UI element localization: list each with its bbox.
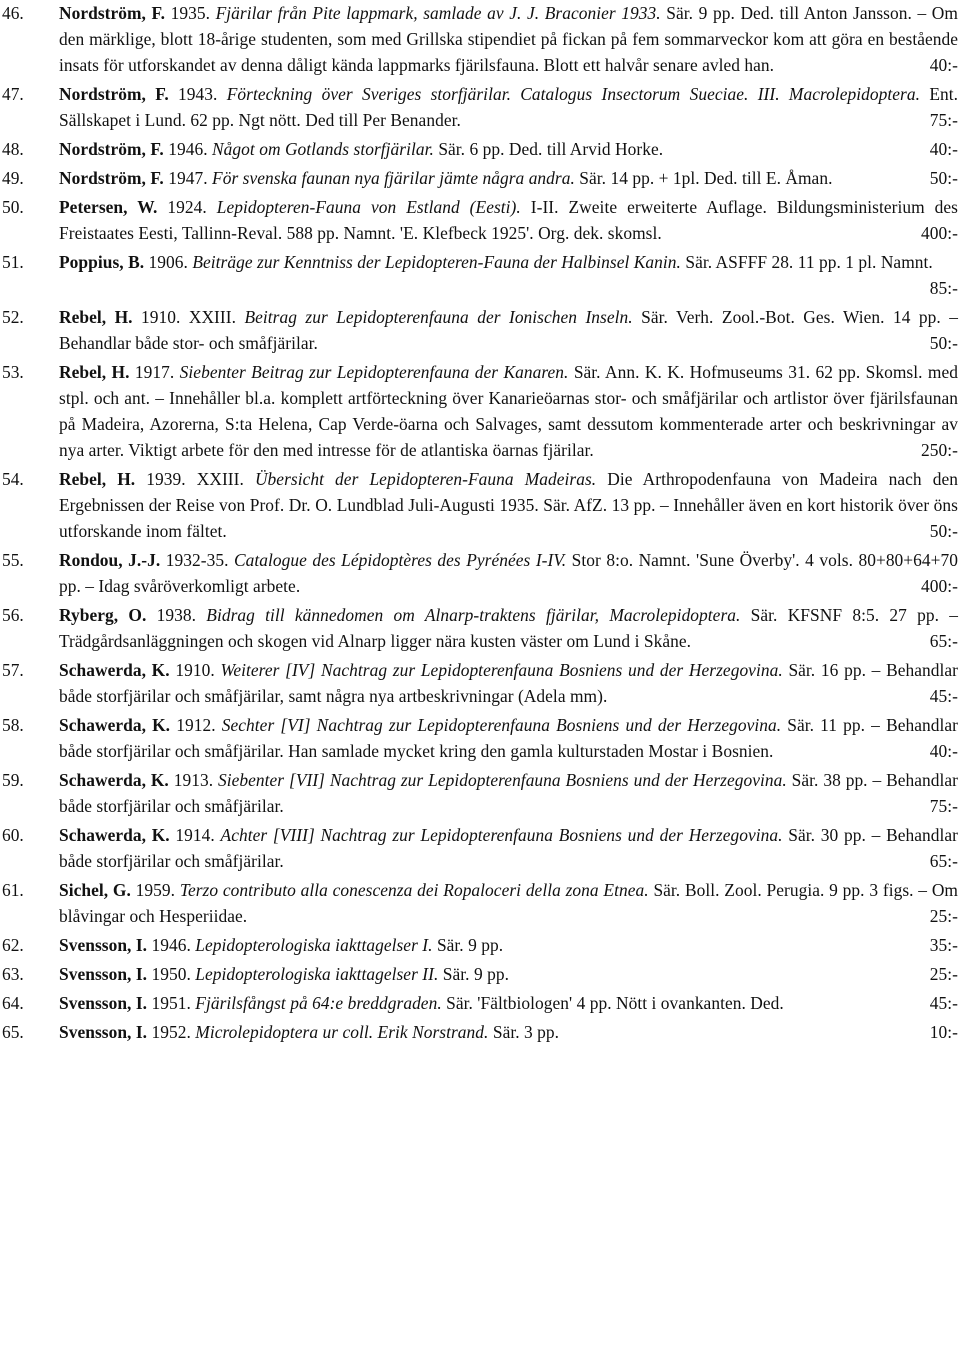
- entry-details: Die Arthropodenfauna von Madeira nach den Ergebnissen der Reise von Prof. Dr. O. Lundblad Juli-Augusti 1935. Sär. AfZ. 13 pp. – Innehåller även en kort historik över öns utforskande inom fältet.: [59, 469, 958, 541]
- entry-price: 65:-: [929, 631, 958, 651]
- entry-text: [59, 877, 958, 929]
- entry-details: Sär. 'Fältbiologen' 4 pp. Nött i ovankanten. Ded.: [446, 993, 784, 1013]
- entry-number: 64.: [2, 993, 24, 1013]
- catalogue-entry: [0, 249, 960, 301]
- entry-author: Schawerda, K.: [59, 660, 170, 680]
- entry-text: [59, 767, 958, 819]
- entry-details: Sär. 38 pp. – Behandlar både storfjärilar och småfjärilar.: [59, 770, 959, 816]
- entry-title: Något om Gotlands storfjärilar.: [212, 139, 434, 159]
- entry-details: Sär. 9 pp. Ded. till Anton Jansson. – Om den märklige, blott 18-årige studenten, som med Grillska stipendiet på fickan på fem sommarveckor kom att göra en bestående insats för utforskandet av denna dåligt kända lappmarks fjärilsfauna. Blott ett halvår senare avled han.: [59, 3, 958, 75]
- catalogue-entry: [0, 81, 960, 133]
- entry-year: 1951.: [151, 993, 191, 1013]
- catalogue-entry: [0, 466, 960, 544]
- entry-author: Schawerda, K.: [59, 825, 170, 845]
- entry-title: Siebenter [VII] Nachtrag zur Lepidopterenfauna Bosniens und der Herzegovina.: [218, 770, 787, 790]
- entry-title: Microlepidoptera ur coll. Erik Norstrand.: [195, 1022, 489, 1042]
- entry-number: 54.: [2, 469, 24, 489]
- entry-year: 1946.: [168, 139, 208, 159]
- entry-year: 1906.: [148, 252, 188, 272]
- entry-details: Sär. 16 pp. – Behandlar både storfjärilar och småfjärilar, samt några nya artbeskrivningar (Adela mm).: [59, 660, 959, 706]
- entry-year: 1947.: [168, 168, 208, 188]
- entry-details: Sär. Ann. K. K. Hofmuseums 31. 62 pp. Skomsl. med stpl. och ant. – Innehåller bl.a. komplett artförteckning över Kanarieöarnas stor- och småfjärilar och artlistor över fjärilsfaunan på Madeira, Azorerna, S:ta Helena, Cap Verde-öarna och Salvages, samt dessutom kommenterade arter och beskrivningar av nya arter. Viktigt arbete för den med intresse för de atlantiska öarnas fjärilar.: [59, 362, 958, 460]
- entry-price: 40:-: [929, 55, 958, 75]
- catalogue-entry: [0, 136, 960, 162]
- entry-year: 1914.: [175, 825, 215, 845]
- entry-author: Svensson, I.: [59, 935, 148, 955]
- entry-author: Svensson, I.: [59, 1022, 148, 1042]
- entry-details: Sär. KFSNF 8:5. 27 pp. – Trädgårdsanläggningen och skogen vid Alnarp ligger nära kusten väster om Lund i Skåne.: [59, 605, 958, 651]
- entry-author: Nordström, F.: [59, 3, 166, 23]
- entry-author: Petersen, W.: [59, 197, 158, 217]
- entry-title: Beiträge zur Kenntniss der Lepidopteren-Fauna der Halbinsel Kanin.: [192, 252, 681, 272]
- entry-price: 75:-: [929, 110, 958, 130]
- entry-details: Sär. 30 pp. – Behandlar både storfjärilar och småfjärilar.: [59, 825, 958, 871]
- entry-number: 53.: [2, 362, 24, 382]
- entry-text: [59, 359, 958, 463]
- entry-details: Sär. 6 pp. Ded. till Arvid Horke.: [438, 139, 664, 159]
- entry-text: [59, 304, 958, 356]
- entry-title: Lepidopterologiska iakttagelser II.: [195, 964, 439, 984]
- entry-details: Sär. Boll. Zool. Perugia. 9 pp. 3 figs. – Om blåvingar och Hesperiidae.: [59, 880, 959, 926]
- entry-title: Beitrag zur Lepidopterenfauna der Ionischen Inseln.: [244, 307, 633, 327]
- entry-number: 60.: [2, 825, 24, 845]
- entry-text: [59, 165, 958, 191]
- entry-author: Poppius, B.: [59, 252, 145, 272]
- entry-author: Svensson, I.: [59, 993, 148, 1013]
- entry-price: 400:-: [921, 576, 958, 596]
- entry-year: 1959.: [135, 880, 176, 900]
- entry-price: 10:-: [929, 1022, 958, 1042]
- entry-number: 49.: [2, 168, 24, 188]
- entry-number: 57.: [2, 660, 24, 680]
- entry-price: 85:-: [929, 278, 958, 298]
- entry-text: [59, 466, 958, 544]
- entry-title: Terzo contributo alla conescenza dei Ropaloceri della zona Etnea.: [179, 880, 649, 900]
- entry-author: Nordström, F.: [59, 84, 169, 104]
- entry-price: 25:-: [929, 964, 958, 984]
- entry-number: 52.: [2, 307, 24, 327]
- entry-number: 51.: [2, 252, 24, 272]
- entry-author: Rebel, H.: [59, 362, 130, 382]
- entry-year: 1946.: [151, 935, 191, 955]
- catalogue-entry: [0, 877, 960, 929]
- entry-details: Sär. ASFFF 28. 11 pp. 1 pl. Namnt.: [685, 252, 933, 272]
- entry-price: 250:-: [921, 440, 958, 460]
- entry-number: 46.: [2, 3, 24, 23]
- entry-title: Fjärilar från Pite lappmark, samlade av J. J. Braconier 1933.: [215, 3, 661, 23]
- entry-text: [59, 657, 958, 709]
- catalogue-entry: [0, 990, 960, 1016]
- entry-number: 47.: [2, 84, 24, 104]
- entry-title: Siebenter Beitrag zur Lepidopterenfauna der Kanaren.: [179, 362, 569, 382]
- entry-number: 58.: [2, 715, 24, 735]
- entry-number: 50.: [2, 197, 24, 217]
- entry-text: [59, 932, 958, 958]
- entry-title: Förteckning över Sveriges storfjärilar. Catalogus Insectorum Sueciae. III. Macrolepidoptera.: [226, 84, 921, 104]
- entry-details: Sär. 14 pp. + 1pl. Ded. till E. Åman.: [579, 168, 833, 188]
- catalogue-entry: [0, 359, 960, 463]
- entry-text: [59, 961, 958, 987]
- catalogue-entry: [0, 194, 960, 246]
- catalogue-entry: [0, 1019, 960, 1045]
- catalogue-entry: [0, 547, 960, 599]
- entry-number: 62.: [2, 935, 24, 955]
- entry-title: Fjärilsfångst på 64:e breddgraden.: [195, 993, 442, 1013]
- entry-text: [59, 547, 958, 599]
- entry-details: Sär. Verh. Zool.-Bot. Ges. Wien. 14 pp. – Behandlar både stor- och småfjärilar.: [59, 307, 959, 353]
- catalogue-entry: [0, 712, 960, 764]
- entry-details: I-II. Zweite erweiterte Auflage. Bildungsministerium des Freistaates Eesti, Tallinn-Reval. 588 pp. Namnt. 'E. Klefbeck 1925'. Org. dek. skomsl.: [59, 197, 958, 243]
- entry-year: 1952.: [151, 1022, 191, 1042]
- entry-number: 63.: [2, 964, 24, 984]
- entry-price: 50:-: [929, 333, 958, 353]
- entry-title: Weiterer [IV] Nachtrag zur Lepidopterenfauna Bosniens und der Herzegovina.: [220, 660, 783, 680]
- entry-price: 45:-: [929, 686, 958, 706]
- entry-year: 1912.: [176, 715, 216, 735]
- entry-year: 1938.: [156, 605, 197, 625]
- catalogue-entry: [0, 767, 960, 819]
- entry-details: Sär. 3 pp.: [492, 1022, 560, 1042]
- entry-price: 65:-: [929, 851, 958, 871]
- entry-year: 1910.: [175, 660, 215, 680]
- entry-details: Sär. 9 pp.: [436, 935, 504, 955]
- entry-price: 50:-: [929, 521, 958, 541]
- entry-year: 1943.: [178, 84, 218, 104]
- entry-text: [59, 990, 958, 1016]
- entry-number: 65.: [2, 1022, 24, 1042]
- entry-text: [59, 81, 958, 133]
- entry-year: 1939. XXIII.: [146, 469, 244, 489]
- entry-number: 59.: [2, 770, 24, 790]
- entry-text: [59, 249, 958, 298]
- entry-title: För svenska faunan nya fjärilar jämte några andra.: [212, 168, 575, 188]
- catalogue-entry: [0, 932, 960, 958]
- entry-text: [59, 602, 958, 654]
- entry-author: Schawerda, K.: [59, 715, 171, 735]
- entry-text: [59, 712, 958, 764]
- entry-text: [59, 194, 958, 246]
- catalogue-entry: [0, 602, 960, 654]
- entry-year: 1917.: [134, 362, 175, 382]
- entry-price: 75:-: [929, 796, 958, 816]
- entry-text: [59, 0, 958, 78]
- entry-year: 1910. XXIII.: [141, 307, 236, 327]
- entry-price: 50:-: [929, 168, 958, 188]
- entry-price: 45:-: [929, 993, 958, 1013]
- entry-title: Übersicht der Lepidopteren-Fauna Madeiras.: [254, 469, 597, 489]
- entry-title: Achter [VIII] Nachtrag zur Lepidopterenfauna Bosniens und der Herzegovina.: [220, 825, 783, 845]
- entry-year: 1935.: [170, 3, 210, 23]
- entry-title: Lepidopteren-Fauna von Estland (Eesti).: [216, 197, 521, 217]
- entry-price: 35:-: [929, 935, 958, 955]
- entry-year: 1924.: [167, 197, 207, 217]
- catalogue-entry: [0, 822, 960, 874]
- catalogue-entry: [0, 657, 960, 709]
- entry-number: 56.: [2, 605, 24, 625]
- catalogue-entry: [0, 304, 960, 356]
- entry-details: Stor 8:o. Namnt. 'Sune Överby'. 4 vols. 80+80+64+70 pp. – Idag svåröverkomligt arbete.: [59, 550, 959, 596]
- entry-author: Nordström, F.: [59, 139, 164, 159]
- entry-year: 1932-35.: [165, 550, 229, 570]
- entry-author: Schawerda, K.: [59, 770, 169, 790]
- catalogue-entry: [0, 165, 960, 191]
- entry-title: Sechter [VI] Nachtrag zur Lepidopterenfauna Bosniens und der Herzegovina.: [221, 715, 782, 735]
- entry-text: [59, 1019, 958, 1045]
- catalogue-entry: [0, 0, 960, 78]
- entry-author: Rondou, J.-J.: [59, 550, 161, 570]
- entry-details: Sär. 9 pp.: [442, 964, 509, 984]
- entry-author: Ryberg, O.: [59, 605, 147, 625]
- entry-author: Nordström, F.: [59, 168, 164, 188]
- entry-number: 55.: [2, 550, 24, 570]
- entry-author: Svensson, I.: [59, 964, 148, 984]
- catalogue-entry: [0, 961, 960, 987]
- entry-title: Catalogue des Lépidoptères des Pyrénées I-IV.: [233, 550, 567, 570]
- entry-year: 1913.: [173, 770, 214, 790]
- entry-price: 40:-: [929, 741, 958, 761]
- entry-author: Rebel, H.: [59, 307, 133, 327]
- entry-number: 61.: [2, 880, 24, 900]
- entry-title: Lepidopterologiska iakttagelser I.: [195, 935, 433, 955]
- entry-details: Ent. Sällskapet i Lund. 62 pp. Ngt nött. Ded till Per Benander.: [59, 84, 959, 130]
- entry-text: [59, 822, 958, 874]
- entry-text: [59, 136, 958, 162]
- entry-author: Sichel, G.: [59, 880, 131, 900]
- entry-author: Rebel, H.: [59, 469, 136, 489]
- entry-number: 48.: [2, 139, 24, 159]
- entry-price: 25:-: [929, 906, 958, 926]
- entry-price: 40:-: [929, 139, 958, 159]
- entry-price: 400:-: [921, 223, 958, 243]
- entry-title: Bidrag till kännedomen om Alnarp-traktens fjärilar, Macrolepidoptera.: [206, 605, 741, 625]
- entry-year: 1950.: [151, 964, 191, 984]
- entry-details: Sär. 11 pp. – Behandlar både storfjärilar och småfjärilar. Han samlade mycket kring den gamla kulturstaden Mostar i Bosnien.: [59, 715, 958, 761]
